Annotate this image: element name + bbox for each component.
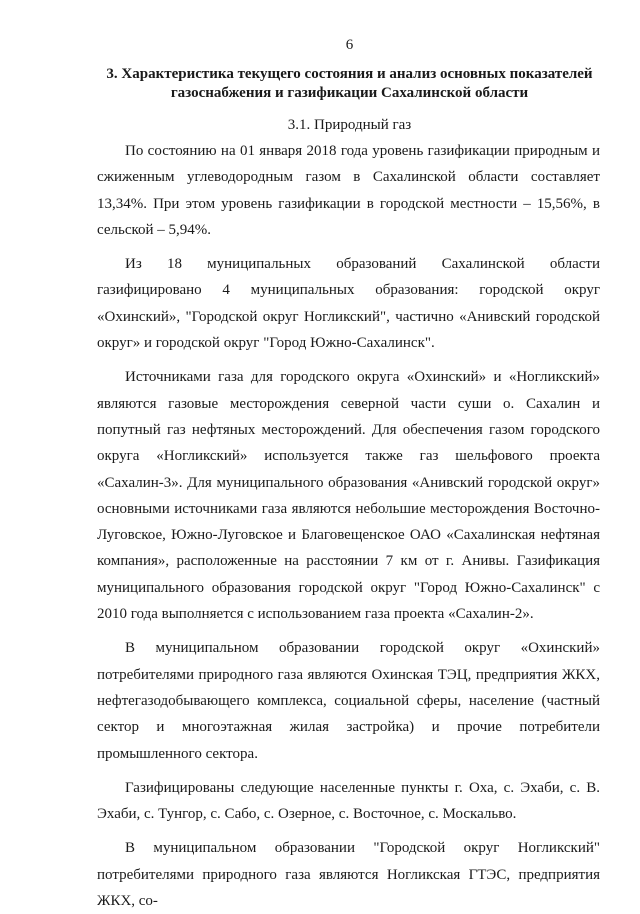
paragraph-okha-consumers: В муниципальном образовании городской округ «Охинский» потребителями природного газа являются Охинская ТЭЦ, предприятия ЖКХ, нефтегазодобывающего комплекса, социальной сферы, население (частный сектор и многоэтажная жилая застройка) и прочие потребители промышленного сектора. bbox=[97, 640, 600, 762]
paragraph-nogliki-consumers: В муниципальном образовании "Городской округ Ногликский" потребителями природного газа являются Ногликская ГТЭС, предприятия ЖКХ, со- bbox=[97, 840, 600, 910]
section-title bbox=[99, 65, 600, 103]
body-text bbox=[97, 138, 600, 914]
paragraph-gasification-level: По состоянию на 01 января 2018 года уровень газификации природным и сжиженным углеводородным газом в Сахалинской области составляет 13,34%. При этом уровень газификации в городской местности – 15,56%, в сельской – 5,94%. bbox=[97, 143, 600, 238]
paragraph-municipalities: Из 18 муниципальных образований Сахалинской области газифицировано 4 муниципальных образования: городской округ «Охинский», "Городской округ Ногликский", частично «Анивский городской округ» и городской округ "Город Южно-Сахалинск". bbox=[97, 256, 600, 352]
section-title-line1: 3. Характеристика текущего состояния и анализ основных показателей bbox=[106, 66, 593, 82]
subsection-title: 3.1. Природный газ bbox=[287, 117, 412, 133]
paragraph-gasified-settlements: Газифицированы следующие населенные пункты г. Оха, с. Эхаби, с. В. Эхаби, с. Тунгор, с. Сабо, с. Озерное, с. Восточное, с. Москальво. bbox=[97, 779, 600, 823]
paragraph-gas-sources: Источниками газа для городского округа «Охинский» и «Ногликский» являются газовые месторождения северной части суши о. Сахалин и попутный газ нефтяных месторождений. Для обеспечения газом городского округа «Ногликский» используется также газ шельфового проекта «Сахалин-3». Для муниципального образования «Анивский городской округ» основными источниками газа являются небольшие месторождения Восточно-Луговское, Южно-Луговское и Благовещенское ОАО «Сахалинская нефтяная компания», расположенные на расстоянии 7 км от г. Анивы. Газификация муниципального образования городской округ "Город Южно-Сахалинск" с 2010 года выполняется с использованием газа проекта «Сахалин-2». bbox=[97, 369, 600, 623]
page-number: 6 bbox=[345, 37, 354, 53]
section-title-line2: газоснабжения и газификации Сахалинской области bbox=[170, 85, 529, 101]
